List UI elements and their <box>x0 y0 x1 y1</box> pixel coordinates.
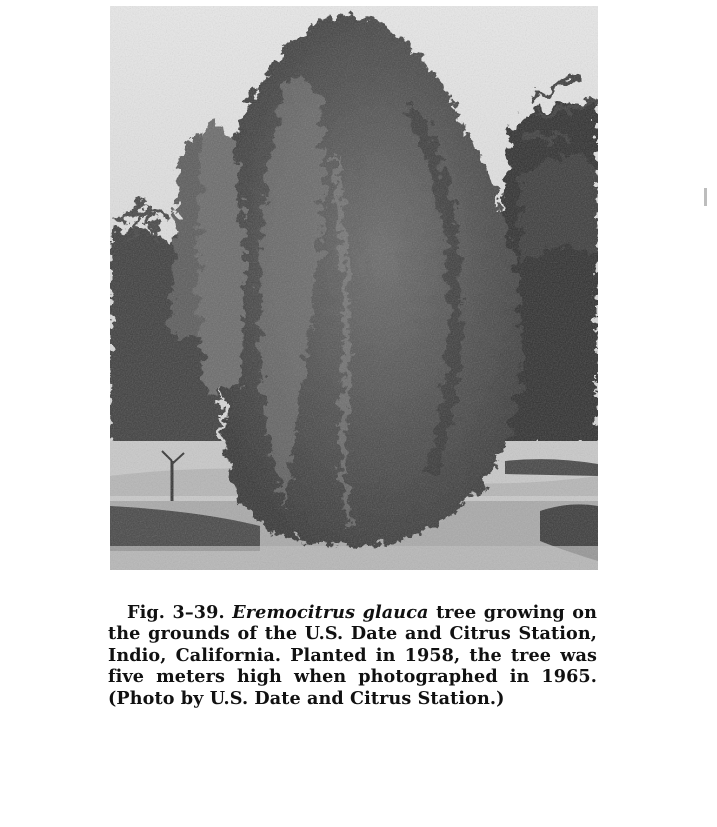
page-edge-mark <box>704 188 707 206</box>
tree-photograph <box>110 6 598 570</box>
species-name: Eremocitrus glauca <box>232 601 429 623</box>
figure-label: Fig. 3–39. <box>127 601 225 623</box>
caption-text: tree growing on the grounds of the U.S. Date and Citrus Station, Indio, California. Planted in 1958, the tree was five meters high when photographed in 1965. (Photo by U.S. Date and Citrus Station.) <box>108 601 598 709</box>
figure-caption <box>108 602 597 710</box>
